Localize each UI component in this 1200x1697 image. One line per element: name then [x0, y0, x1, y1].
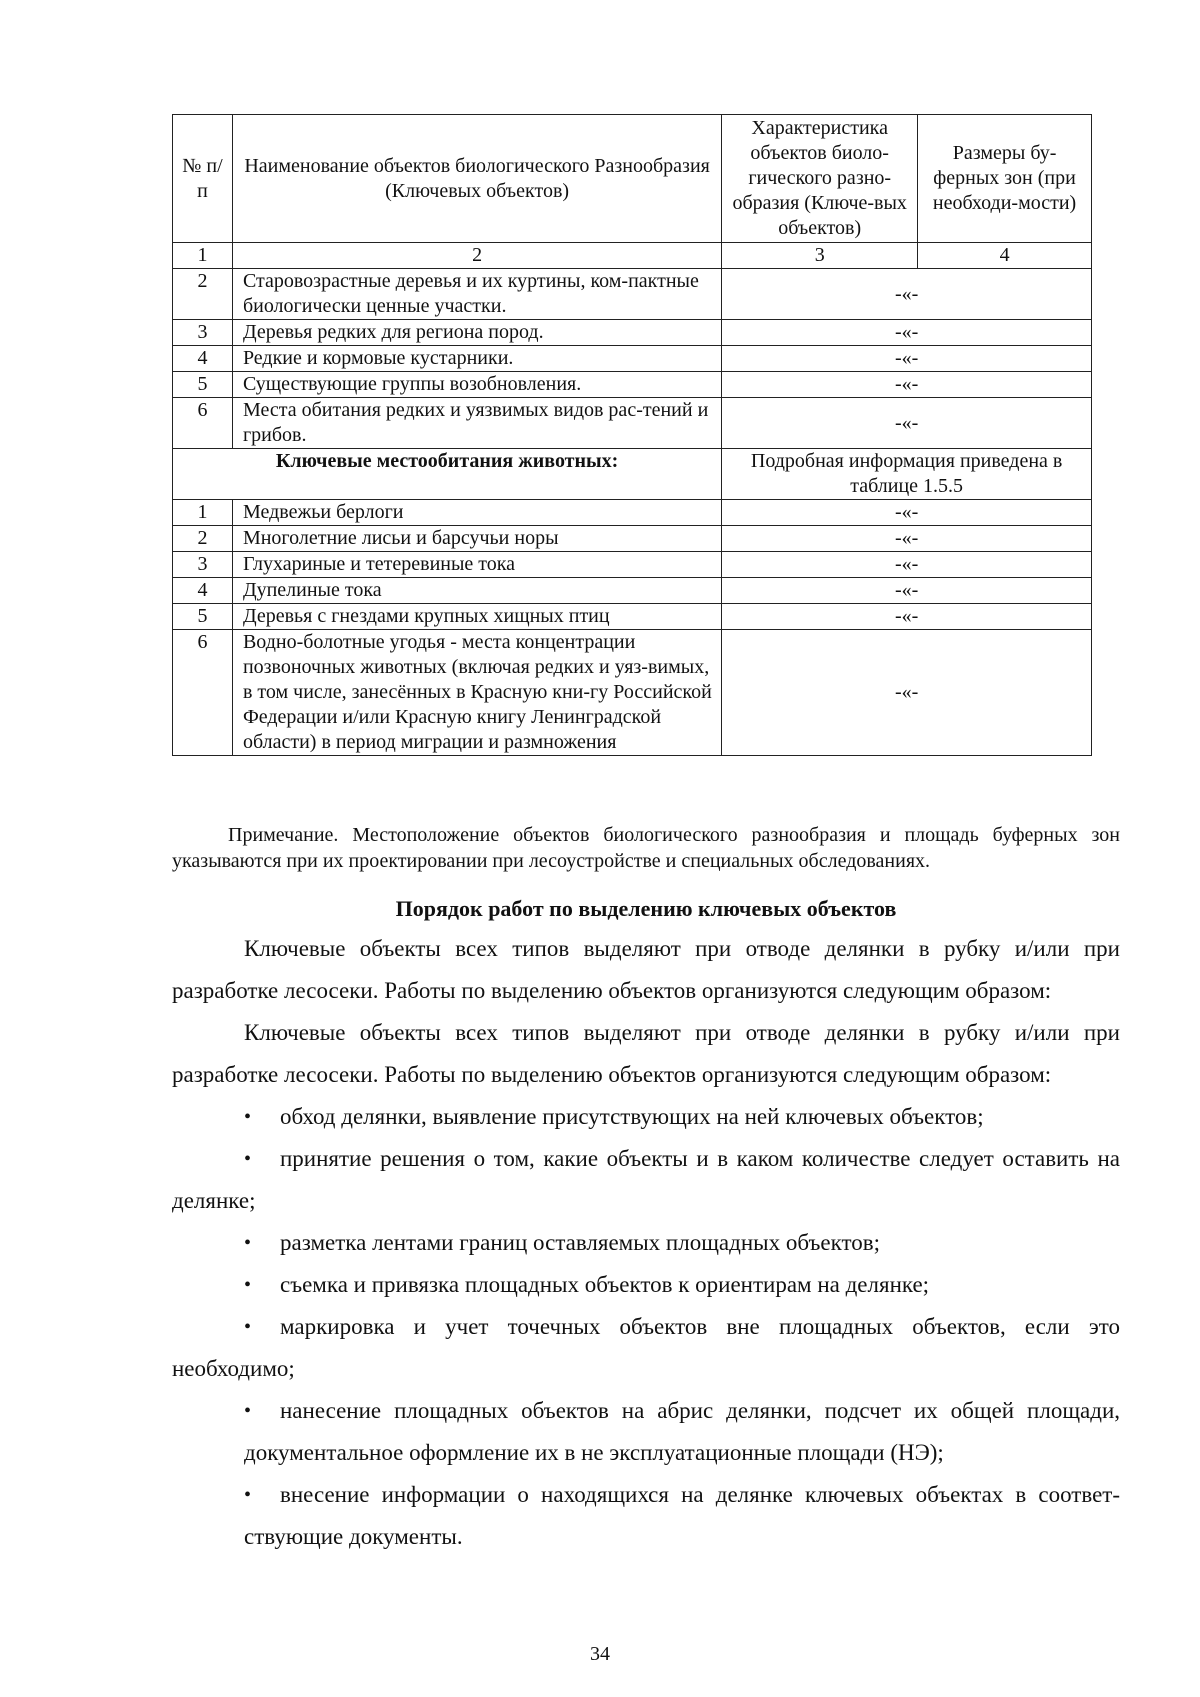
row-value: -«- — [722, 320, 1092, 346]
row-name: Медвежьи берлоги — [232, 500, 721, 526]
table-index-row — [173, 243, 1092, 269]
list-item — [172, 1222, 1120, 1264]
list-item-text: нанесение площадных объектов на абрис делянки, подсчет их общей площади, документальное оформление их в не эксплуатационные площади (НЭ); — [244, 1398, 1120, 1465]
table-row — [173, 269, 1092, 320]
row-number: 5 — [173, 372, 233, 398]
section-row — [173, 449, 1092, 500]
section-heading: Порядок работ по выделению ключевых объектов — [395, 896, 897, 921]
list-item-text: принятие решения о том, какие объекты и в каком количестве следует оставить на делянке; — [172, 1146, 1120, 1213]
table-row — [173, 630, 1092, 756]
row-number: 6 — [173, 630, 233, 756]
row-number: 3 — [173, 320, 233, 346]
bullet-icon: • — [244, 1400, 252, 1422]
row-value: -«- — [722, 372, 1092, 398]
row-name: Старовозрастные деревья и их куртины, ком-пактные биологически ценные участки. — [232, 269, 721, 320]
index-cell: 3 — [722, 243, 918, 269]
list-item — [172, 1264, 1120, 1306]
index-cell: 2 — [232, 243, 721, 269]
header-buffer: Размеры бу-ферных зон (при необходи-мости) — [918, 115, 1092, 243]
list-item — [172, 1390, 1120, 1474]
table-header-row — [173, 115, 1092, 243]
bullet-icon: • — [244, 1484, 252, 1506]
row-number: 2 — [173, 269, 233, 320]
row-name: Дупелиные тока — [232, 578, 721, 604]
paragraph: Ключевые объекты всех типов выделяют при отводе делянки в рубку и/или при разработке лесосеки. Работы по выделению объектов организуются следующим образом: — [172, 1020, 1120, 1087]
list-item-text: обход делянки, выявление присутствующих на ней ключевых объектов; — [280, 1104, 984, 1129]
row-value: -«- — [722, 630, 1092, 756]
row-name: Существующие группы возобновления. — [232, 372, 721, 398]
row-number: 3 — [173, 552, 233, 578]
table-row — [173, 320, 1092, 346]
row-value: -«- — [722, 346, 1092, 372]
row-value: -«- — [722, 269, 1092, 320]
header-name: Наименование объектов биологического Разнообразия (Ключевых объектов) — [232, 115, 721, 243]
row-name: Многолетние лисьи и барсучьи норы — [232, 526, 721, 552]
table-row — [173, 372, 1092, 398]
bullet-icon: • — [244, 1274, 252, 1296]
table-row — [173, 604, 1092, 630]
list-item-text: маркировка и учет точечных объектов вне площадных объектов, если это необходимо; — [172, 1314, 1120, 1381]
bullet-icon: • — [244, 1316, 252, 1338]
row-name: Деревья с гнездами крупных хищных птиц — [232, 604, 721, 630]
row-name: Водно-болотные угодья - места концентрации позвоночных животных (включая редких и уяз-вимых, в том числе, занесённых в Красную кни-гу Российской Федерации и/или Красную книгу Ленинградской области) в период миграции и размножения — [232, 630, 721, 756]
paragraph: Ключевые объекты всех типов выделяют при отводе делянки в рубку и/или при разработке лесосеки. Работы по выделению объектов организуются следующим образом: — [172, 936, 1120, 1003]
table-row — [173, 578, 1092, 604]
row-value: -«- — [722, 604, 1092, 630]
row-value: -«- — [722, 398, 1092, 449]
list-item — [172, 1474, 1120, 1558]
index-cell: 1 — [173, 243, 233, 269]
table-row — [173, 500, 1092, 526]
header-num: № п/п — [173, 115, 233, 243]
row-name: Деревья редких для региона пород. — [232, 320, 721, 346]
steps-list — [172, 1096, 1120, 1558]
list-item — [172, 1096, 1120, 1138]
table-row — [173, 346, 1092, 372]
row-value: -«- — [722, 500, 1092, 526]
table-row — [173, 398, 1092, 449]
list-item — [172, 1306, 1120, 1390]
table-row — [173, 526, 1092, 552]
header-characteristic: Характеристика объектов биоло-гического разно-образия (Ключе-вых объектов) — [722, 115, 918, 243]
row-number: 1 — [173, 500, 233, 526]
row-number: 2 — [173, 526, 233, 552]
row-number: 6 — [173, 398, 233, 449]
table-row — [173, 552, 1092, 578]
bullet-icon: • — [244, 1148, 252, 1170]
bullet-icon: • — [244, 1106, 252, 1128]
row-value: -«- — [722, 578, 1092, 604]
row-number: 4 — [173, 578, 233, 604]
page-number: 34 — [590, 1643, 610, 1665]
row-value: -«- — [722, 552, 1092, 578]
table-note: Примечание. Местоположение объектов биологического разнообразия и площадь буферных зон указываются при их проектировании при лесоустройстве и специальных обследованиях. — [172, 824, 1120, 872]
row-number: 5 — [173, 604, 233, 630]
row-number: 4 — [173, 346, 233, 372]
section-title: Ключевые местообитания животных: — [173, 449, 722, 500]
section-info: Подробная информация приведена в таблице 1.5.5 — [722, 449, 1092, 500]
index-cell: 4 — [918, 243, 1092, 269]
biodiversity-objects-table — [172, 114, 1092, 756]
list-item-text: разметка лентами границ оставляемых площадных объектов; — [280, 1230, 880, 1255]
row-name: Редкие и кормовые кустарники. — [232, 346, 721, 372]
list-item — [172, 1138, 1120, 1222]
row-name: Места обитания редких и уязвимых видов рас-тений и грибов. — [232, 398, 721, 449]
list-item-text: съемка и привязка площадных объектов к ориентирам на делянке; — [280, 1272, 930, 1297]
row-value: -«- — [722, 526, 1092, 552]
bullet-icon: • — [244, 1232, 252, 1254]
list-item-text: внесение информации о находящихся на делянке ключевых объектах в соответ-ствующие документы. — [244, 1482, 1120, 1549]
row-name: Глухариные и тетеревиные тока — [232, 552, 721, 578]
